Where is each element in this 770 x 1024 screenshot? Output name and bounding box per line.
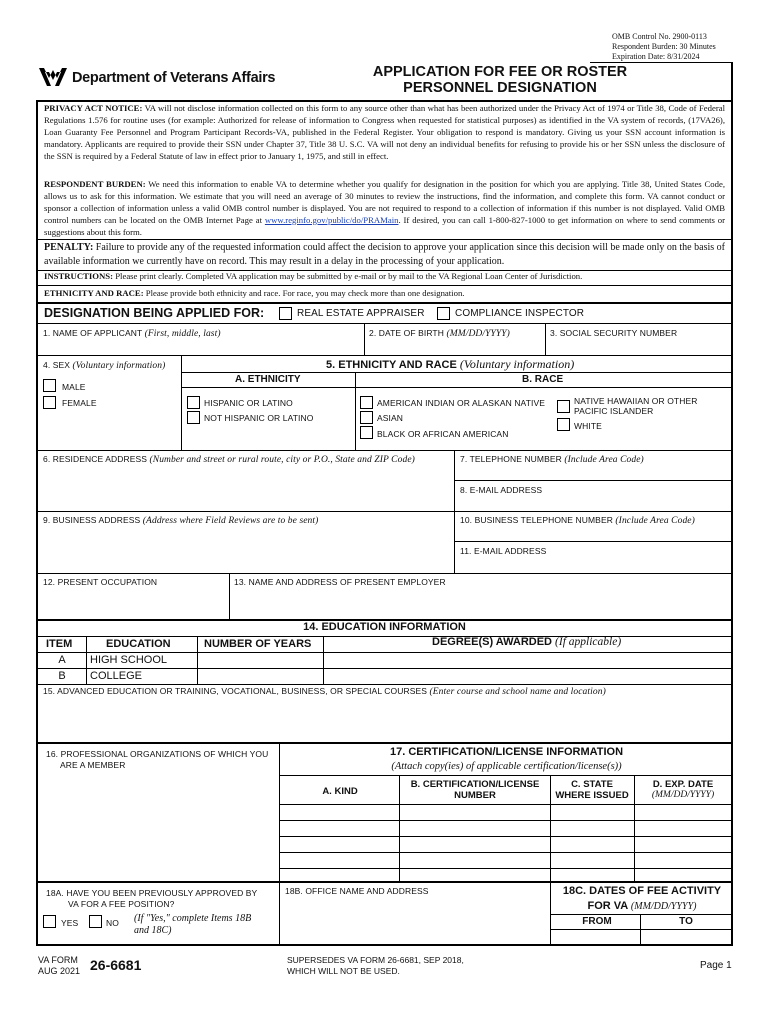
race-header: B. RACE — [522, 374, 564, 385]
field-13-label: 13. NAME AND ADDRESS OF PRESENT EMPLOYER — [234, 577, 446, 587]
exp-date-header: D. EXP. DATE (MM/DD/YYYY) — [651, 779, 715, 800]
employer-input[interactable] — [232, 590, 730, 618]
license-number-header: B. CERTIFICATION/LICENSE NUMBER — [410, 779, 540, 801]
hispanic-checkbox[interactable] — [187, 396, 200, 409]
white-checkbox[interactable] — [557, 418, 570, 431]
page-number: Page 1 — [700, 960, 732, 971]
hispanic-label: HISPANIC OR LATINO — [204, 398, 293, 408]
date-of-birth-input[interactable] — [367, 340, 543, 354]
not-hispanic-checkbox[interactable] — [187, 411, 200, 424]
white-label: WHITE — [574, 421, 602, 431]
row-b-item: B — [58, 670, 66, 682]
field-5-label: 5. ETHNICITY AND RACE (Voluntary information) — [326, 357, 575, 371]
penalty-notice: PENALTY: Failure to provide any of the requested information could affect the decision to approve your application since this decision will be made only on the basis of available information we currently have on record. This may result in a delay in the processing of your application. — [44, 242, 725, 267]
field-2-label: 2. DATE OF BIRTH (MM/DD/YYYY) — [369, 328, 510, 339]
business-address-input[interactable] — [40, 527, 452, 571]
instructions: INSTRUCTIONS: Please print clearly. Completed VA application may be submitted by e-mail or by mail to the VA Regional Loan Center of Jurisdiction. — [44, 271, 583, 281]
not-hispanic-label: NOT HISPANIC OR LATINO — [204, 413, 314, 423]
field-11-label: 11. E-MAIL ADDRESS — [460, 546, 547, 556]
fee-to-date-input[interactable] — [642, 930, 730, 943]
supersedes-note: SUPERSEDES VA FORM 26-6681, SEP 2018, WHICH WILL NOT BE USED. — [287, 955, 464, 976]
omb-block — [612, 32, 716, 62]
education-title: 14. EDUCATION INFORMATION — [303, 621, 466, 633]
black-checkbox[interactable] — [360, 426, 373, 439]
row-a-item: A — [58, 654, 66, 666]
form-id: VA FORM AUG 2021 — [38, 955, 81, 976]
college-degree-input[interactable] — [325, 669, 730, 683]
business-telephone-input[interactable] — [457, 527, 730, 541]
field-9-label: 9. BUSINESS ADDRESS (Address where Field Reviews are to be sent) — [43, 515, 319, 526]
field-4-label: 4. SEX (Voluntary information) — [43, 360, 166, 371]
field-18c-title: 18C. DATES OF FEE ACTIVITY FOR VA (MM/DD/YYYY) — [562, 885, 722, 912]
asian-label: ASIAN — [377, 413, 404, 423]
field-18a-label: 18A. HAVE YOU BEEN PREVIOUSLY APPROVED BY VA FOR A FEE POSITION? — [46, 888, 258, 909]
certification-subtitle: (Attach copy(ies) of applicable certification/license(s)) — [391, 761, 622, 772]
female-checkbox[interactable] — [43, 396, 56, 409]
field-12-label: 12. PRESENT OCCUPATION — [43, 577, 158, 587]
compliance-inspector-label: COMPLIANCE INSPECTOR — [455, 308, 585, 319]
occupation-input[interactable] — [40, 590, 227, 618]
kind-header: A. KIND — [322, 786, 358, 797]
field-18a-hint: (If "Yes," complete Items 18B and 18C) — [134, 913, 252, 936]
no-label: NO — [106, 918, 119, 928]
telephone-input[interactable] — [457, 466, 730, 480]
business-email-input[interactable] — [457, 557, 730, 571]
designation-label: DESIGNATION BEING APPLIED FOR: — [44, 306, 265, 320]
education-header: EDUCATION — [106, 638, 171, 650]
state-header: C. STATE WHERE ISSUED — [555, 779, 629, 801]
certification-title: 17. CERTIFICATION/LICENSE INFORMATION — [389, 746, 624, 758]
fee-from-date-input[interactable] — [552, 930, 638, 943]
va-seal-logo — [38, 66, 68, 88]
yes-label: YES — [61, 918, 79, 928]
real-estate-appraiser-checkbox[interactable] — [279, 307, 292, 320]
email-input[interactable] — [457, 496, 730, 510]
respondent-burden: RESPONDENT BURDEN: We need this information to enable VA to determine whether you qualify for designation in the position for which you are applying. Title 38, United States Code, allows us to ask for this information. We estimate that you will need an average of 30 minutes to review the instructions, find the information, and complete this form. VA cannot conduct or sponsor a collection of information unless a valid OMB control number is displayed. You are not required to respond to a collection of information if this number is not displayed. Valid OMB control numbers can be located on the OMB Internet Page at www.reginfo.gov/public/do/PRAMain. If desired, you can call 1-800-827-1000 to get information on where to send comments or suggestions about this form. — [44, 179, 726, 237]
college-years-input[interactable] — [199, 669, 322, 683]
compliance-inspector-checkbox[interactable] — [437, 307, 450, 320]
previously-approved-no-checkbox[interactable] — [89, 915, 102, 928]
item-header: ITEM — [46, 638, 73, 650]
ethnicity-header: A. ETHNICITY — [235, 374, 301, 385]
field-3-label: 3. SOCIAL SECURITY NUMBER — [550, 328, 678, 338]
asian-checkbox[interactable] — [360, 411, 373, 424]
professional-organizations-input[interactable] — [40, 774, 277, 880]
agency-name: Department of Veterans Affairs — [72, 70, 276, 86]
black-label: BLACK OR AFRICAN AMERICAN — [377, 429, 509, 439]
form-title-line1: APPLICATION FOR FEE OR ROSTER — [372, 64, 628, 80]
form-title-line2: PERSONNEL DESIGNATION — [403, 80, 597, 96]
field-8-label: 8. E-MAIL ADDRESS — [460, 485, 543, 495]
field-6-label: 6. RESIDENCE ADDRESS (Number and street or rural route, city or P.O., State and ZIP Code) — [43, 454, 415, 465]
form-title — [330, 64, 670, 96]
omb-burden: Respondent Burden: 30 Minutes — [612, 42, 716, 51]
male-label: MALE — [62, 382, 86, 392]
from-header: FROM — [582, 916, 612, 927]
row-a-education: HIGH SCHOOL — [90, 654, 168, 666]
american-indian-checkbox[interactable] — [360, 396, 373, 409]
privacy-notice: PRIVACY ACT NOTICE: VA will not disclose information collected on this form to any source other than what has been authorized under the Privacy Act of 1974 or Title 38, Code of Federal Regulations 1.576 for routine uses (for example: Authorized for release of information to Congress when requested for statistical purposes) as identified in the VA system of records, (17VA26), Loan Guaranty Fee Personnel and Program Participant Records-VA, published in the Federal Register. Your obligation to respond is mandatory. Giving us your SSN account information is mandatory. Applicants are required to provide their SSN under Chapter 37, Title 38 U. S.C. VA will not deny an individual benefits for refusing to provide his or her SSN unless the disclosure of the SSN is required by a Federal Statute of law in effect prior to January 1, 1975, and still in effect. — [44, 103, 725, 161]
native-hawaiian-label: NATIVE HAWAIIAN OR OTHER PACIFIC ISLANDER — [574, 396, 698, 416]
native-hawaiian-checkbox[interactable] — [557, 400, 570, 413]
field-10-label: 10. BUSINESS TELEPHONE NUMBER (Include Area Code) — [460, 515, 695, 526]
form-number: 26-6681 — [90, 957, 142, 973]
omb-expiration: Expiration Date: 8/31/2024 — [612, 52, 700, 61]
field-7-label: 7. TELEPHONE NUMBER (Include Area Code) — [460, 454, 644, 465]
row-b-education: COLLEGE — [90, 670, 142, 682]
field-1-label: 1. NAME OF APPLICANT (First, middle, last) — [43, 328, 221, 339]
omb-control: OMB Control No. 2900-0113 — [612, 32, 707, 41]
office-name-address-input[interactable] — [282, 898, 548, 942]
field-18b-label: 18B. OFFICE NAME AND ADDRESS — [285, 886, 429, 896]
male-checkbox[interactable] — [43, 379, 56, 392]
advanced-education-input[interactable] — [40, 698, 730, 740]
american-indian-label: AMERICAN INDIAN OR ALASKAN NATIVE — [377, 398, 545, 408]
field-16-label: 16. PROFESSIONAL ORGANIZATIONS OF WHICH YOU ARE A MEMBER — [46, 749, 269, 770]
ssn-input[interactable] — [548, 340, 730, 354]
applicant-name-input[interactable] — [40, 340, 362, 354]
real-estate-appraiser-label: REAL ESTATE APPRAISER — [297, 308, 425, 319]
high-school-years-input[interactable] — [199, 653, 322, 667]
ethnicity-note: ETHNICITY AND RACE: Please provide both ethnicity and race. For race, you may check more than one designation. — [44, 288, 465, 298]
field-15-label: 15. ADVANCED EDUCATION OR TRAINING, VOCATIONAL, BUSINESS, OR SPECIAL COURSES (Enter course and school name and location) — [43, 686, 606, 697]
previously-approved-yes-checkbox[interactable] — [43, 915, 56, 928]
years-header: NUMBER OF YEARS — [204, 638, 312, 650]
high-school-degree-input[interactable] — [325, 653, 730, 667]
certification-table-rows[interactable] — [281, 805, 730, 881]
residence-address-input[interactable] — [40, 466, 452, 510]
to-header: TO — [679, 916, 693, 927]
female-label: FEMALE — [62, 398, 97, 408]
omb-link[interactable]: www.reginfo.gov/public/do/PRAMain — [264, 214, 399, 225]
degrees-header: DEGREE(S) AWARDED (If applicable) — [432, 636, 622, 648]
